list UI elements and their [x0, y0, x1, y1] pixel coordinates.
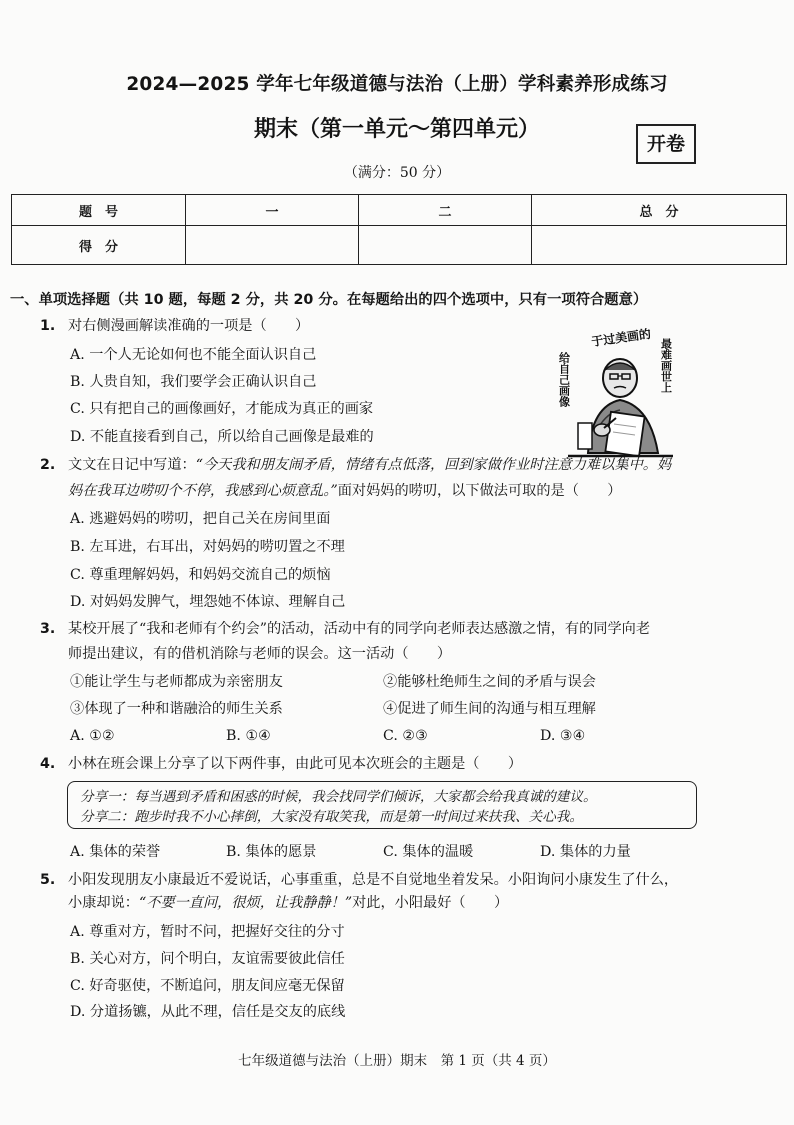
q3-choice-a: A. ①②	[70, 728, 115, 744]
q5-number: 5.	[40, 872, 56, 888]
q4-number: 4.	[40, 756, 56, 772]
self-portrait-cartoon	[558, 328, 678, 468]
header-cell-part-1: 一	[186, 195, 359, 226]
open-book-badge: 开卷	[636, 124, 696, 164]
q3-number: 3.	[40, 621, 56, 637]
page-footer: 七年级道德与法治（上册）期末 第 1 页（共 4 页）	[238, 1053, 556, 1069]
q2-number: 2.	[40, 457, 56, 473]
q2-option-c: C. 尊重理解妈妈，和妈妈交流自己的烦恼	[70, 567, 331, 583]
q5-stem-line-2: 小康却说：“不要一直问，很烦，让我静静！”对此，小阳最好（ ）	[68, 895, 509, 911]
header-cell-question-no: 题 号	[12, 195, 186, 226]
score-table	[11, 194, 787, 265]
score-cell-part-1	[186, 226, 359, 265]
q2-stem-line-1: 文文在日记中写道：“今天我和朋友闹矛盾，情绪有点低落，回到家做作业时注意力难以集中。妈	[68, 457, 672, 473]
section-1-heading: 一、单项选择题（共 10 题，每题 2 分，共 20 分。在每题给出的四个选项中，只有一项符合题意）	[10, 292, 648, 308]
q5-option-d: D. 分道扬镳，从此不理，信任是交友的底线	[70, 1004, 346, 1020]
cartoon-caption-left: 给自己画像	[558, 352, 571, 407]
q4-stem: 小林在班会课上分享了以下两件事，由此可见本次班会的主题是（ ）	[68, 756, 523, 772]
q4-share-1: 分享一：每当遇到矛盾和困惑的时候，我会找同学们倾诉，大家都会给我真诚的建议。	[80, 789, 597, 805]
q3-statement-3: ③体现了一种和谐融洽的师生关系	[70, 701, 283, 717]
q1-stem: 对右侧漫画解读准确的一项是（ ）	[68, 318, 310, 334]
score-label-cell: 得 分	[12, 226, 186, 265]
q4-choice-d: D. 集体的力量	[540, 844, 631, 860]
header-cell-part-2: 二	[359, 195, 532, 226]
exam-title: 2024—2025 学年七年级道德与法治（上册）学科素养形成练习	[126, 74, 668, 95]
header-cell-total: 总 分	[532, 195, 787, 226]
q1-option-a: A. 一个人无论如何也不能全面认识自己	[70, 347, 317, 363]
q3-choice-c: C. ②③	[383, 728, 428, 744]
q3-choice-b: B. ①④	[226, 728, 271, 744]
q3-stem-line-2: 师提出建议，有的借机消除与老师的误会。这一活动（ ）	[68, 646, 452, 662]
cartoon-caption-top: 于过美画的	[590, 328, 652, 349]
q3-statement-2: ②能够杜绝师生之间的矛盾与误会	[383, 674, 596, 690]
q2-option-d: D. 对妈妈发脾气，埋怨她不体谅、理解自己	[70, 594, 346, 610]
q1-option-c: C. 只有把自己的画像画好，才能成为真正的画家	[70, 401, 374, 417]
q2-option-a: A. 逃避妈妈的唠叨，把自己关在房间里面	[70, 511, 331, 527]
q1-number: 1.	[40, 318, 56, 334]
q5-stem-line-1: 小阳发现朋友小康最近不爱说话，心事重重，总是不自觉地坐着发呆。小阳询问小康发生了什么，	[68, 872, 679, 888]
q4-share-2: 分享二：跑步时我不小心摔倒，大家没有取笑我，而是第一时间过来扶我、关心我。	[80, 809, 583, 825]
q3-statement-4: ④促进了师生间的沟通与相互理解	[383, 701, 596, 717]
cartoon-caption-right: 最难画世上	[659, 338, 673, 393]
q5-option-a: A. 尊重对方，暂时不问，把握好交往的分寸	[70, 924, 345, 940]
full-mark: （满分：50 分）	[343, 165, 451, 181]
score-cell-part-2	[359, 226, 532, 265]
q2-stem-line-2: 妈在我耳边唠叨个不停，我感到心烦意乱。”面对妈妈的唠叨，以下做法可取的是（ ）	[68, 483, 622, 499]
q1-option-b: B. 人贵自知，我们要学会正确认识自己	[70, 374, 317, 390]
q4-choice-c: C. 集体的温暖	[383, 844, 474, 860]
q3-stem-line-1: 某校开展了“我和老师有个约会”的活动，活动中有的同学向老师表达感激之情，有的同学向老	[68, 621, 651, 637]
q4-choice-a: A. 集体的荣誉	[70, 844, 161, 860]
q3-choice-d: D. ③④	[540, 728, 586, 744]
q4-choice-b: B. 集体的愿景	[226, 844, 317, 860]
q1-option-d: D. 不能直接看到自己，所以给自己画像是最难的	[70, 429, 374, 445]
q2-option-b: B. 左耳进，右耳出，对妈妈的唠叨置之不理	[70, 539, 345, 555]
q3-statement-1: ①能让学生与老师都成为亲密朋友	[70, 674, 283, 690]
q5-option-b: B. 关心对方，问个明白，友谊需要彼此信任	[70, 951, 345, 967]
q5-option-c: C. 好奇驱使，不断追问，朋友间应毫无保留	[70, 978, 345, 994]
score-cell-total	[532, 226, 787, 265]
person-drawing-icon	[558, 328, 678, 468]
exam-subtitle: 期末（第一单元～第四单元）	[253, 117, 540, 142]
